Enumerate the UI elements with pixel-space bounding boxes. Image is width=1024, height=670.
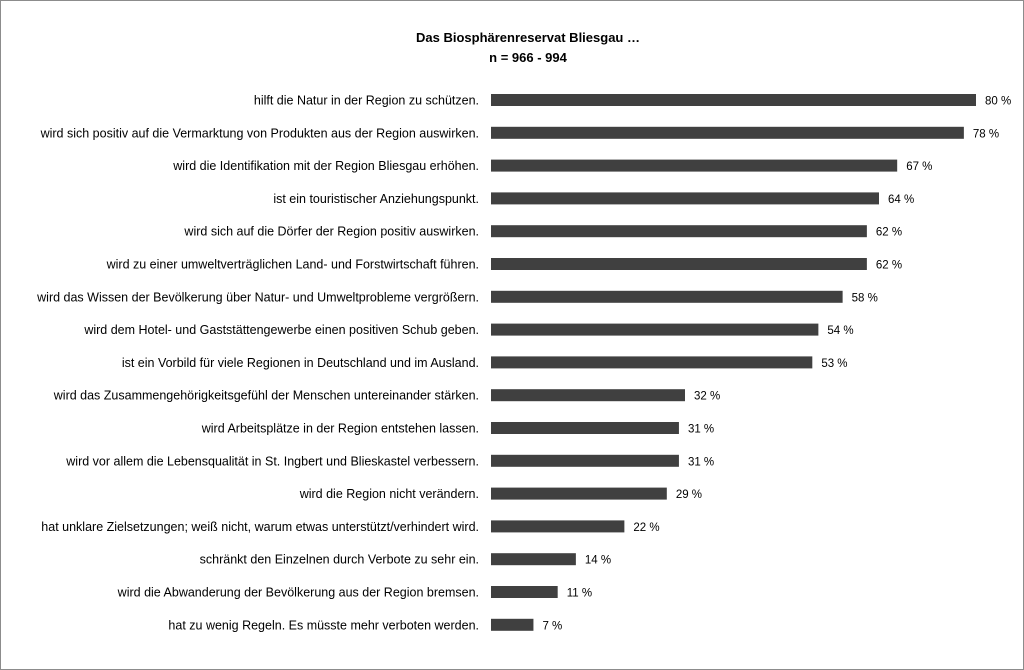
data-label: 62 % bbox=[875, 226, 903, 239]
bar bbox=[491, 422, 679, 434]
data-label: 54 % bbox=[827, 325, 854, 338]
category-label: wird sich positiv auf die Vermarktung von Produkten aus der Region auswirken. bbox=[40, 126, 479, 141]
bar bbox=[491, 553, 576, 565]
bar bbox=[491, 619, 533, 631]
data-label: 7 % bbox=[542, 620, 563, 633]
category-label: hat zu wenig Regeln. Es müsste mehr verboten werden. bbox=[168, 618, 479, 633]
category-label: wird die Abwanderung der Bevölkerung aus der Region bremsen. bbox=[117, 585, 479, 600]
data-label: 31 % bbox=[687, 423, 715, 436]
bar bbox=[491, 520, 624, 532]
category-label: wird sich auf die Dörfer der Region positiv auswirken. bbox=[184, 224, 479, 239]
category-label: wird das Zusammengehörigkeitsgefühl der Menschen untereinander stärken. bbox=[53, 388, 479, 403]
data-label: 64 % bbox=[888, 193, 915, 206]
chart-title: Das Biosphärenreservat Bliesgau … bbox=[416, 30, 640, 45]
category-label: schränkt den Einzelnen durch Verbote zu sehr ein. bbox=[199, 552, 479, 567]
bar bbox=[491, 94, 976, 106]
data-label: 14 % bbox=[584, 554, 612, 567]
data-label: 11 % bbox=[566, 587, 593, 600]
category-label: wird dem Hotel- und Gaststättengewerbe einen positiven Schub geben. bbox=[84, 323, 479, 338]
bar bbox=[491, 356, 812, 368]
bar bbox=[491, 324, 818, 336]
bar bbox=[491, 488, 667, 500]
bar bbox=[491, 160, 897, 172]
category-label: wird vor allem die Lebensqualität in St. Ingbert und Blieskastel verbessern. bbox=[66, 454, 479, 469]
category-label: wird Arbeitsplätze in der Region entstehen lassen. bbox=[201, 421, 479, 436]
bar-chart bbox=[1, 1, 1023, 669]
bar bbox=[491, 192, 879, 204]
category-label: wird die Identifikation mit der Region Bliesgau erhöhen. bbox=[173, 159, 479, 174]
data-label: 29 % bbox=[675, 489, 703, 502]
data-label: 62 % bbox=[875, 259, 903, 272]
bar bbox=[491, 389, 685, 401]
bar bbox=[491, 258, 867, 270]
category-label: hat unklare Zielsetzungen; weiß nicht, warum etwas unterstützt/verhindert wird. bbox=[41, 519, 479, 534]
bar bbox=[491, 225, 867, 237]
category-label: ist ein touristischer Anziehungspunkt. bbox=[273, 191, 479, 206]
bars-group bbox=[36, 94, 1011, 633]
bar bbox=[491, 455, 679, 467]
data-label: 53 % bbox=[821, 357, 848, 370]
bar bbox=[491, 586, 558, 598]
data-label: 32 % bbox=[694, 390, 721, 403]
bar bbox=[491, 127, 964, 139]
bar bbox=[491, 291, 843, 303]
category-label: wird die Region nicht verändern. bbox=[299, 487, 479, 502]
chart-subtitle: n = 966 - 994 bbox=[489, 50, 567, 65]
category-label: wird das Wissen der Bevölkerung über Natur- und Umweltprobleme vergrößern. bbox=[37, 290, 479, 305]
category-label: hilft die Natur in der Region zu schützen. bbox=[253, 93, 479, 108]
category-label: ist ein Vorbild für viele Regionen in Deutschland und im Ausland. bbox=[121, 355, 479, 370]
data-label: 67 % bbox=[906, 161, 933, 174]
data-label: 80 % bbox=[985, 95, 1012, 108]
data-label: 58 % bbox=[851, 292, 878, 305]
data-label: 22 % bbox=[633, 521, 660, 534]
data-label: 78 % bbox=[972, 128, 1000, 141]
data-label: 31 % bbox=[687, 456, 715, 469]
category-label: wird zu einer umweltverträglichen Land- und Forstwirtschaft führen. bbox=[106, 257, 479, 272]
